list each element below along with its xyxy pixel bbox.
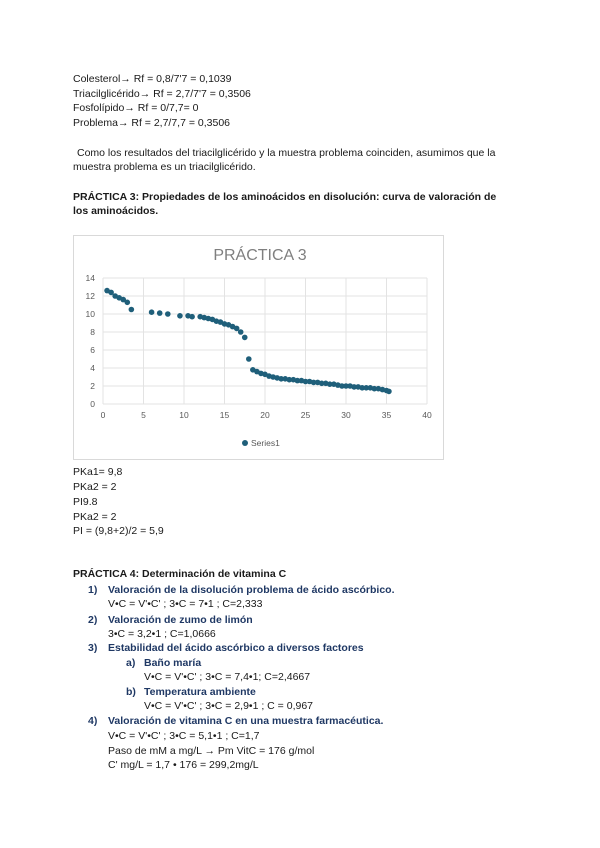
item2-heading: Valoración de zumo de limón — [108, 614, 253, 626]
x-tick-label: 0 — [100, 410, 106, 420]
item4-number: 4) — [88, 715, 98, 727]
y-tick-label: 4 — [90, 363, 95, 373]
pka2-line: PKa2 = 2 — [73, 481, 117, 493]
practica3-title-line2: los aminoácidos. — [73, 205, 159, 217]
y-tick-label: 0 — [90, 399, 95, 409]
rf-result-fosfolipido: Fosfolípido→ Rf = 0/7,7= 0 — [73, 102, 199, 114]
x-tick-label: 5 — [141, 410, 146, 420]
rf-result-problema: Problema→ Rf = 2,7/7,7 = 0,3506 — [73, 117, 231, 129]
y-tick-label: 6 — [90, 345, 95, 355]
x-tick-label: 15 — [219, 410, 230, 420]
x-tick-label: 25 — [300, 410, 311, 420]
x-tick-label: 20 — [260, 410, 270, 420]
pi-line: PI9.8 — [73, 496, 98, 508]
chart-svg — [74, 236, 445, 461]
data-point — [242, 335, 248, 341]
data-point — [157, 310, 163, 316]
x-tick-label: 30 — [341, 410, 351, 420]
item4-calculation: V•C = V'•C' ; 3•C = 5,1•1 ; C=1,7 — [108, 730, 260, 742]
y-tick-label: 14 — [85, 273, 95, 283]
y-tick-label: 10 — [85, 309, 95, 319]
x-tick-label: 35 — [381, 410, 392, 420]
chart-gridlines — [103, 278, 427, 404]
chart-title: PRÁCTICA 3 — [213, 247, 307, 264]
practica4-title: PRÁCTICA 4: Determinación de vitamina C — [73, 568, 287, 580]
item1-number: 1) — [88, 584, 98, 596]
data-point — [238, 329, 244, 335]
y-tick-label: 12 — [85, 291, 95, 301]
item1-calculation: V•C = V'•C' ; 3•C = 7•1 ; C=2,333 — [108, 598, 263, 610]
item4-unit-conversion: Paso de mM a mg/L → Pm VitC = 176 g/mol — [108, 745, 315, 757]
rf-result-triacilglicerido: Triacilglicérido→ Rf = 2,7/7'7 = 0,3506 — [73, 88, 251, 100]
legend-marker — [242, 440, 248, 446]
item2-calculation: 3•C = 3,2•1 ; C=1,0666 — [108, 628, 216, 640]
conclusion-paragraph: Como los resultados del triacilglicérido y la muestra problema coinciden, asumimos que la muestra problema es un triacilglicérido. — [73, 147, 496, 173]
item3-number: 3) — [88, 642, 98, 654]
sub-b-letter: b) — [126, 686, 136, 698]
item1-heading: Valoración de la disolución problema de ácido ascórbico. — [108, 584, 395, 596]
x-tick-label: 10 — [179, 410, 189, 420]
titration-chart — [73, 235, 444, 460]
rf-result-colesterol: Colesterol→ Rf = 0,8/7'7 = 0,1039 — [73, 73, 232, 85]
y-tick-label: 2 — [90, 381, 95, 391]
sub-a-letter: a) — [126, 657, 136, 669]
data-point — [149, 309, 155, 315]
chart-series-points — [104, 288, 391, 394]
item4-result: C' mg/L = 1,7 • 176 = 299,2mg/L — [108, 759, 259, 771]
chart-legend — [242, 438, 280, 448]
sub-a-heading: Baño maría — [144, 657, 202, 669]
data-point — [129, 307, 135, 313]
item4-heading: Valoración de vitamina C en una muestra farmacéutica. — [108, 715, 384, 727]
data-point — [386, 389, 392, 395]
legend-label: Series1 — [251, 438, 280, 448]
sub-b-calculation: V•C = V'•C' ; 3•C = 2,9•1 ; C = 0,967 — [144, 700, 314, 712]
pka1-line: PKa1= 9,8 — [73, 466, 123, 478]
sub-b-heading: Temperatura ambiente — [144, 686, 256, 698]
x-tick-label: 40 — [422, 410, 432, 420]
y-tick-label: 8 — [90, 327, 95, 337]
data-point — [246, 356, 252, 362]
item2-number: 2) — [88, 614, 98, 626]
sub-a-calculation: V•C = V'•C' ; 3•C = 7,4•1; C=2,4667 — [144, 671, 311, 683]
item3-heading: Estabilidad del ácido ascórbico a diversos factores — [108, 642, 364, 654]
data-point — [165, 311, 171, 317]
pi-formula-line: PI = (9,8+2)/2 = 5,9 — [73, 525, 164, 537]
practica3-title-line1: PRÁCTICA 3: Propiedades de los aminoácidos en disolución: curva de valoración de — [73, 191, 497, 203]
pka2-line-repeat: PKa2 = 2 — [73, 511, 117, 523]
data-point — [177, 313, 183, 319]
chart-tick-labels — [86, 273, 432, 420]
data-point — [189, 314, 195, 320]
data-point — [125, 300, 131, 306]
